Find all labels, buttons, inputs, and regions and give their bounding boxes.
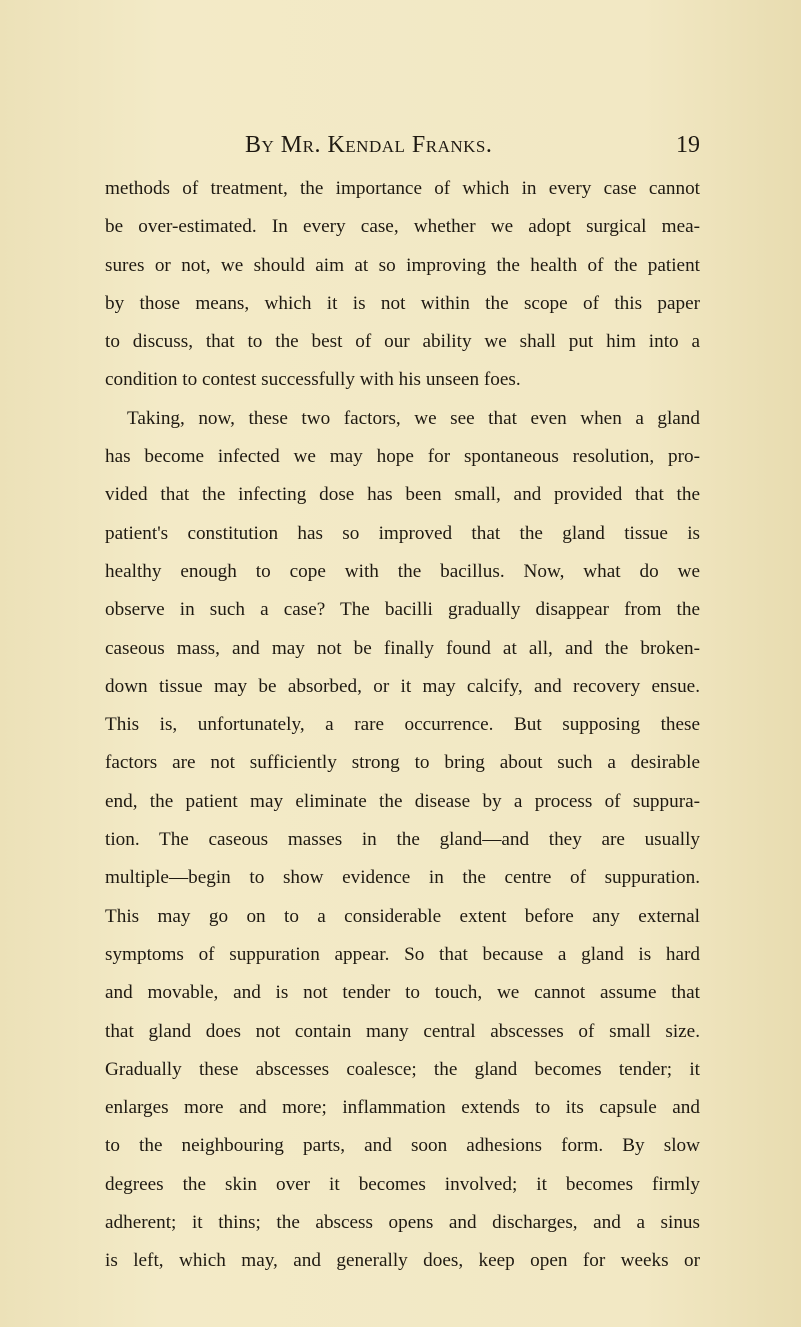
text-line: end, the patient may eliminate the disease by a process of suppura- (105, 790, 700, 812)
text-line: observe in such a case? The bacilli gradually disappear from the (105, 599, 700, 621)
page-number: 19 (676, 132, 700, 158)
paragraph-start-line: Taking, now, these two factors, we see that even when a gland (127, 407, 700, 429)
page-header (105, 132, 700, 162)
text-line: and movable, and is not tender to touch, we cannot assume that (105, 982, 700, 1004)
text-line: symptoms of suppuration appear. So that because a gland is hard (105, 943, 700, 965)
text-line: vided that the infecting dose has been small, and provided that the (105, 484, 700, 506)
text-line: sures or not, we should aim at so improving the health of the patient (105, 254, 700, 276)
text-line: is left, which may, and generally does, keep open for weeks or (105, 1250, 700, 1272)
text-line: that gland does not contain many central abscesses of small size. (105, 1020, 700, 1042)
text-line: adherent; it thins; the abscess opens and discharges, and a sinus (105, 1212, 700, 1234)
text-line: This may go on to a considerable extent before any external (105, 905, 700, 927)
text-line: Gradually these abscesses coalesce; the gland becomes tender; it (105, 1058, 700, 1080)
text-line: degrees the skin over it becomes involved; it becomes firmly (105, 1173, 700, 1195)
text-line: be over-estimated. In every case, whether we adopt surgical mea- (105, 216, 700, 238)
text-line: methods of treatment, the importance of which in every case cannot (105, 178, 700, 199)
text-line: healthy enough to cope with the bacillus. Now, what do we (105, 560, 700, 582)
text-line: down tissue may be absorbed, or it may calcify, and recovery ensue. (105, 675, 700, 697)
text-line: caseous mass, and may not be finally found at all, and the broken- (105, 637, 700, 659)
text-line: This is, unfortunately, a rare occurrence. But supposing these (105, 714, 700, 736)
text-line: to discuss, that to the best of our ability we shall put him into a (105, 331, 700, 353)
text-line: to the neighbouring parts, and soon adhesions form. By slow (105, 1135, 700, 1157)
text-line: multiple—begin to show evidence in the centre of suppuration. (105, 867, 700, 889)
text-line: enlarges more and more; inflammation extends to its capsule and (105, 1097, 700, 1119)
text-line: patient's constitution has so improved that the gland tissue is (105, 522, 700, 544)
running-head: By Mr. Kendal Franks. (245, 132, 493, 158)
body-text (105, 170, 700, 1281)
text-line: tion. The caseous masses in the gland—and they are usually (105, 829, 700, 851)
text-line: factors are not sufficiently strong to bring about such a desirable (105, 752, 700, 774)
text-line: condition to contest successfully with his unseen foes. (105, 369, 521, 391)
text-line: by those means, which it is not within the scope of this paper (105, 292, 700, 314)
text-line: has become infected we may hope for spontaneous resolution, pro- (105, 446, 700, 468)
